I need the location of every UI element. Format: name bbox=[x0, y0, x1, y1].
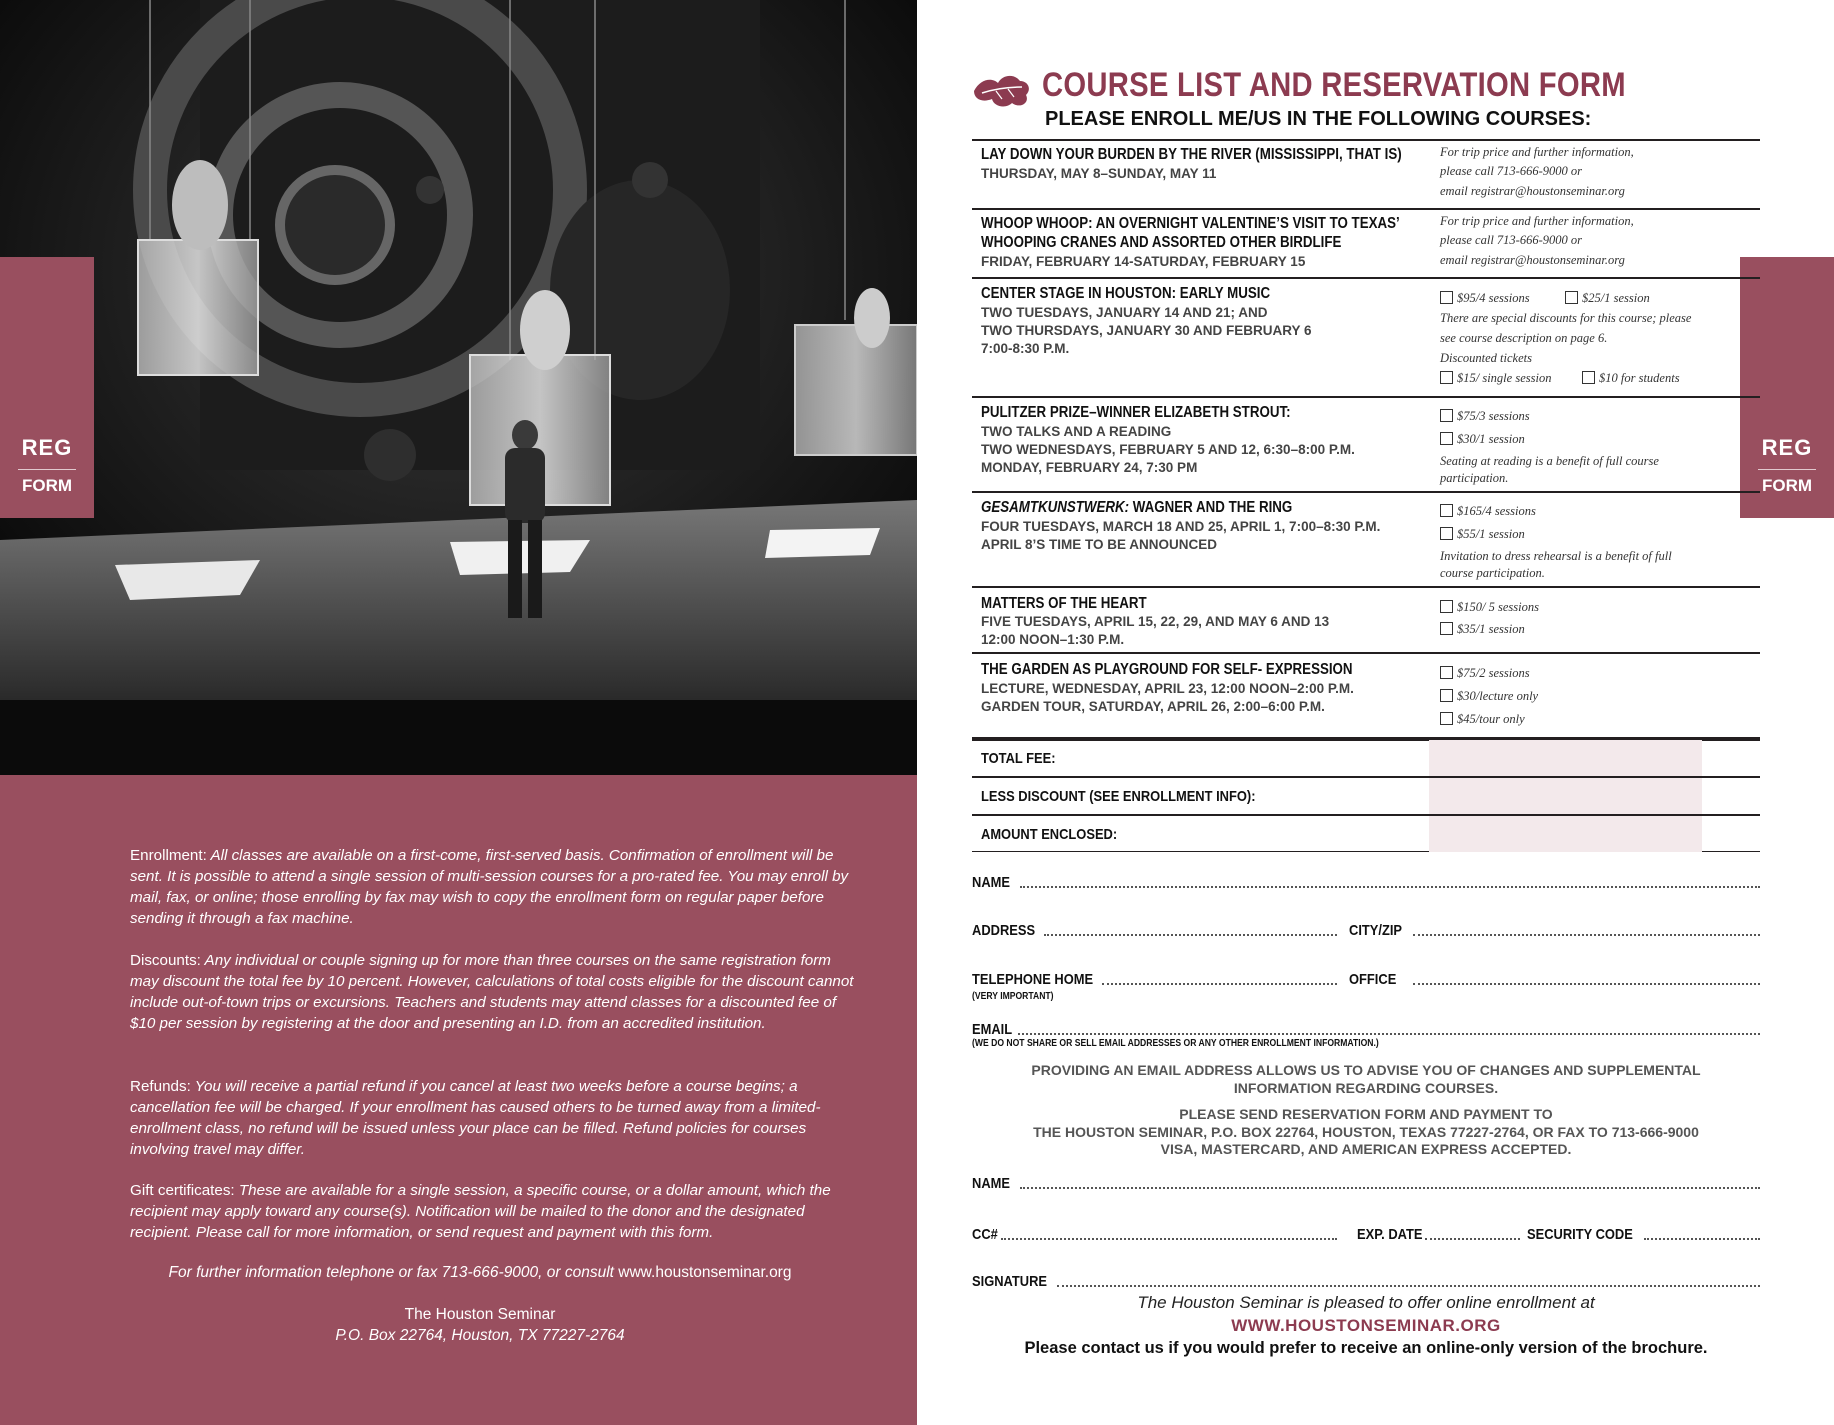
checkbox[interactable] bbox=[1440, 527, 1453, 540]
checkbox[interactable] bbox=[1582, 371, 1595, 384]
course-subtitle: TWO TALKS AND A READING bbox=[981, 424, 1172, 439]
telephone-label: TELEPHONE HOME bbox=[972, 971, 1094, 988]
exp-date-label: EXP. DATE bbox=[1357, 1226, 1423, 1243]
option-checkbox[interactable] bbox=[1440, 712, 1525, 727]
course-date: APRIL 8’S TIME TO BE ANNOUNCED bbox=[981, 537, 1218, 552]
address-label: ADDRESS bbox=[972, 922, 1036, 939]
option-label: $165/4 sessions bbox=[1457, 504, 1536, 518]
course-note: For trip price and further information, bbox=[1440, 145, 1634, 159]
checkbox[interactable] bbox=[1440, 622, 1453, 635]
course-title-rest: WAGNER AND THE RING bbox=[1129, 499, 1293, 516]
divider bbox=[972, 652, 1760, 654]
course-note: Discounted tickets bbox=[1440, 351, 1532, 365]
divider bbox=[972, 139, 1760, 141]
online-enrollment-url[interactable]: WWW.HOUSTONSEMINAR.ORG bbox=[1231, 1316, 1501, 1335]
send-line: VISA, MASTERCARD, AND AMERICAN EXPRESS ACCEPTED. bbox=[1160, 1141, 1572, 1157]
course-title-line2: WHOOPING CRANES AND ASSORTED OTHER BIRDLIFE bbox=[981, 234, 1342, 251]
send-instructions bbox=[972, 1106, 1760, 1159]
option-label: $15/ single session bbox=[1457, 371, 1552, 385]
website-link[interactable]: www.houstonseminar.org bbox=[618, 1264, 792, 1281]
total-fee-field[interactable] bbox=[1429, 740, 1702, 776]
course-title bbox=[981, 499, 1292, 517]
course-date: GARDEN TOUR, SATURDAY, APRIL 26, 2:00–6:00 P.M. bbox=[981, 699, 1325, 714]
option-label: $45/tour only bbox=[1457, 712, 1525, 726]
opera-stage-photo bbox=[0, 0, 917, 775]
tab-reg-label: REG bbox=[21, 435, 73, 460]
checkbox[interactable] bbox=[1440, 712, 1453, 725]
discounts-body: Any individual or couple signing up for more than three courses on the same registration form may discount the total fee by 10 percent. However, calculations of total costs eligible for the discount cannot include out-of-town trips or excursions. Teachers and students may attend classes for a discounted fee of $10 per session by registering at the door and presenting an I.D. from an accredited institution. bbox=[130, 952, 854, 1032]
further-info-line bbox=[100, 1262, 860, 1283]
course-note: please call 713-666-9000 or bbox=[1440, 233, 1582, 247]
email-privacy-note: (WE DO NOT SHARE OR SELL EMAIL ADDRESSES OR ANY OTHER ENROLLMENT INFORMATION.) bbox=[972, 1038, 1379, 1049]
enrollment-body: All classes are available on a first-come, first-served basis. Confirmation of enrollment will be sent. It is possible to attend a single session of multi-session courses for a pro-rated fee. You may enroll by mail, fax, or online; those enrolling by fax may wish to copy the enrollment form on regular paper before sending it through a fax machine. bbox=[130, 847, 849, 927]
checkbox[interactable] bbox=[1440, 504, 1453, 517]
email-advice bbox=[972, 1062, 1760, 1097]
payment-name-field[interactable] bbox=[1020, 1187, 1760, 1189]
gift-certificates-paragraph bbox=[130, 1180, 855, 1243]
course-date: FRIDAY, FEBRUARY 14-SATURDAY, FEBRUARY 15 bbox=[981, 254, 1306, 269]
name-field[interactable] bbox=[1020, 886, 1760, 888]
checkbox[interactable] bbox=[1440, 689, 1453, 702]
tab-reg-label: REG bbox=[1761, 435, 1813, 460]
enrollment-paragraph bbox=[130, 845, 855, 929]
course-title: THE GARDEN AS PLAYGROUND FOR SELF- EXPRESSION bbox=[981, 661, 1353, 678]
option-checkbox[interactable] bbox=[1582, 371, 1680, 386]
course-title: LAY DOWN YOUR BURDEN BY THE RIVER (MISSISSIPPI, THAT IS) bbox=[981, 146, 1402, 163]
checkbox[interactable] bbox=[1440, 409, 1453, 422]
office-label: OFFICE bbox=[1349, 971, 1397, 988]
discount-field[interactable] bbox=[1429, 778, 1702, 814]
option-label: $75/3 sessions bbox=[1457, 409, 1530, 423]
course-date: FIVE TUESDAYS, APRIL 15, 22, 29, AND MAY 6 AND 13 bbox=[981, 614, 1330, 629]
refunds-body: You will receive a partial refund if you cancel at least two weeks before a course begins; a cancellation fee will be charged. If your enrollment has caused others to be turned away from a limited-enrollment class, no refund will be issued unless your place can be filled. Refund policies for courses involving travel may differ. bbox=[130, 1078, 821, 1158]
course-note: course participation. bbox=[1440, 566, 1545, 580]
send-line: PLEASE SEND RESERVATION FORM AND PAYMENT TO bbox=[1179, 1106, 1553, 1122]
course-note: please call 713-666-9000 or bbox=[1440, 164, 1582, 178]
security-code-field[interactable] bbox=[1644, 1238, 1760, 1240]
checkbox[interactable] bbox=[1440, 600, 1453, 613]
course-note: email registrar@houstonseminar.org bbox=[1440, 253, 1625, 267]
course-note: There are special discounts for this course; please bbox=[1440, 311, 1692, 325]
divider bbox=[972, 396, 1760, 398]
option-checkbox[interactable] bbox=[1440, 409, 1530, 424]
option-checkbox[interactable] bbox=[1440, 432, 1525, 447]
course-title: CENTER STAGE IN HOUSTON: EARLY MUSIC bbox=[981, 285, 1271, 302]
reservation-form-page bbox=[917, 0, 1834, 1425]
reg-form-tab-left bbox=[0, 257, 94, 518]
further-info-text: For further information telephone or fax 713-666-9000, or consult bbox=[168, 1264, 619, 1281]
option-checkbox[interactable] bbox=[1440, 371, 1551, 386]
option-label: $10 for students bbox=[1599, 371, 1680, 385]
enrollment-lead: Enrollment: bbox=[130, 847, 207, 864]
email-advice-line: PROVIDING AN EMAIL ADDRESS ALLOWS US TO ADVISE YOU OF CHANGES AND SUPPLEMENTAL bbox=[1031, 1062, 1701, 1078]
signature-label: SIGNATURE bbox=[972, 1273, 1048, 1290]
amount-enclosed-label: AMOUNT ENCLOSED: bbox=[981, 826, 1118, 843]
cityzip-field[interactable] bbox=[1413, 934, 1760, 936]
course-note: Invitation to dress rehearsal is a benefit of full bbox=[1440, 549, 1672, 563]
course-note: email registrar@houstonseminar.org bbox=[1440, 184, 1625, 198]
course-time: 7:00-8:30 P.M. bbox=[981, 341, 1070, 356]
stage-illustration bbox=[0, 0, 917, 775]
checkbox[interactable] bbox=[1440, 666, 1453, 679]
checkbox[interactable] bbox=[1440, 432, 1453, 445]
option-checkbox[interactable] bbox=[1440, 622, 1525, 637]
course-date: TWO WEDNESDAYS, FEBRUARY 5 AND 12, 6:30–8:00 P.M. bbox=[981, 442, 1355, 457]
option-label: $35/1 session bbox=[1457, 622, 1525, 636]
tab-form-label: FORM bbox=[1761, 476, 1813, 495]
course-date: FOUR TUESDAYS, MARCH 18 AND 25, APRIL 1, 7:00–8:30 P.M. bbox=[981, 519, 1381, 534]
refunds-paragraph bbox=[130, 1076, 855, 1160]
option-label: $55/1 session bbox=[1457, 527, 1525, 541]
option-checkbox[interactable] bbox=[1440, 291, 1530, 306]
email-advice-line: INFORMATION REGARDING COURSES. bbox=[1233, 1079, 1499, 1096]
course-note: see course description on page 6. bbox=[1440, 331, 1608, 345]
course-time: 12:00 NOON–1:30 P.M. bbox=[981, 632, 1125, 647]
divider bbox=[972, 208, 1760, 210]
course-note: Seating at reading is a benefit of full course bbox=[1440, 454, 1659, 468]
amount-enclosed-field[interactable] bbox=[1429, 816, 1702, 852]
discounts-lead: Discounts: bbox=[130, 952, 201, 969]
option-checkbox[interactable] bbox=[1440, 504, 1536, 519]
address-field[interactable] bbox=[1044, 934, 1337, 936]
signature-field[interactable] bbox=[1057, 1285, 1760, 1287]
option-checkbox[interactable] bbox=[1565, 291, 1650, 306]
course-note: For trip price and further information, bbox=[1440, 214, 1634, 228]
send-line: THE HOUSTON SEMINAR, P.O. BOX 22764, HOUSTON, TEXAS 77227-2764, OR FAX TO 713-666-9000 bbox=[1033, 1123, 1699, 1140]
option-label: $30/lecture only bbox=[1457, 689, 1539, 703]
email-label: EMAIL bbox=[972, 1021, 1013, 1038]
option-checkbox[interactable] bbox=[1440, 666, 1530, 681]
course-title: WHOOP WHOOP: AN OVERNIGHT VALENTINE’S VISIT TO TEXAS’ bbox=[981, 215, 1400, 232]
course-title: PULITZER PRIZE–WINNER ELIZABETH STROUT: bbox=[981, 404, 1291, 421]
office-field[interactable] bbox=[1413, 983, 1760, 985]
online-only-contact-line: Please contact us if you would prefer to receive an online-only version of the brochure. bbox=[1024, 1339, 1708, 1357]
option-checkbox[interactable] bbox=[1440, 527, 1525, 542]
checkbox[interactable] bbox=[1440, 371, 1453, 384]
option-checkbox[interactable] bbox=[1440, 689, 1538, 704]
option-label: $150/ 5 sessions bbox=[1457, 600, 1539, 614]
option-label: $30/1 session bbox=[1457, 432, 1525, 446]
refunds-lead: Refunds: bbox=[130, 1078, 191, 1095]
cc-label: CC# bbox=[972, 1226, 998, 1243]
course-note: participation. bbox=[1440, 471, 1509, 485]
gift-lead: Gift certificates: bbox=[130, 1182, 235, 1199]
course-date: THURSDAY, MAY 8–SUNDAY, MAY 11 bbox=[981, 166, 1217, 181]
name-label: NAME bbox=[972, 874, 1010, 891]
tab-form-label: FORM bbox=[21, 476, 73, 495]
divider bbox=[972, 491, 1760, 493]
org-address: P.O. Box 22764, Houston, TX 77227-2764 bbox=[335, 1327, 625, 1344]
leaf-logo-icon bbox=[972, 73, 1032, 109]
discounts-paragraph bbox=[130, 950, 855, 1034]
gift-body: These are available for a single session, a specific course, or a dollar amount, which the recipient may apply toward any course(s). Notification will be mailed to the donor and the designated recipient. Please call for more information, or send request and payment with this form. bbox=[130, 1182, 831, 1241]
course-date: LECTURE, WEDNESDAY, APRIL 23, 12:00 NOON–2:00 P.M. bbox=[981, 681, 1354, 696]
course-date: MONDAY, FEBRUARY 24, 7:30 PM bbox=[981, 460, 1198, 475]
form-title: COURSE LIST AND RESERVATION FORM bbox=[1042, 66, 1626, 104]
course-date: TWO TUESDAYS, JANUARY 14 AND 21; AND bbox=[981, 305, 1268, 320]
checkbox[interactable] bbox=[1440, 291, 1453, 304]
very-important-note: (VERY IMPORTANT) bbox=[972, 991, 1054, 1002]
payment-name-label: NAME bbox=[972, 1175, 1010, 1192]
form-subtitle: PLEASE ENROLL ME/US IN THE FOLLOWING COURSES: bbox=[1045, 108, 1592, 130]
org-name: The Houston Seminar bbox=[404, 1306, 556, 1323]
exp-date-field[interactable] bbox=[1425, 1238, 1520, 1240]
course-title-italic: GESAMTKUNSTWERK: bbox=[981, 499, 1130, 516]
checkbox[interactable] bbox=[1565, 291, 1578, 304]
course-date: TWO THURSDAYS, JANUARY 30 AND FEBRUARY 6 bbox=[981, 323, 1312, 338]
cityzip-label: CITY/ZIP bbox=[1349, 922, 1403, 939]
divider bbox=[972, 586, 1760, 588]
option-checkbox[interactable] bbox=[1440, 600, 1539, 615]
option-label: $75/2 sessions bbox=[1457, 666, 1530, 680]
course-title: MATTERS OF THE HEART bbox=[981, 595, 1147, 612]
telephone-field[interactable] bbox=[1102, 983, 1337, 985]
option-label: $25/1 session bbox=[1582, 291, 1650, 305]
security-code-label: SECURITY CODE bbox=[1527, 1226, 1633, 1243]
total-fee-label: TOTAL FEE: bbox=[981, 750, 1056, 767]
online-enrollment-line: The Houston Seminar is pleased to offer online enrollment at bbox=[1137, 1293, 1595, 1312]
cc-field[interactable] bbox=[1001, 1238, 1337, 1240]
tab-divider bbox=[18, 469, 76, 470]
email-field[interactable] bbox=[1018, 1033, 1760, 1035]
divider bbox=[972, 277, 1760, 279]
discount-label: LESS DISCOUNT (SEE ENROLLMENT INFO): bbox=[981, 788, 1256, 805]
option-label: $95/4 sessions bbox=[1457, 291, 1530, 305]
